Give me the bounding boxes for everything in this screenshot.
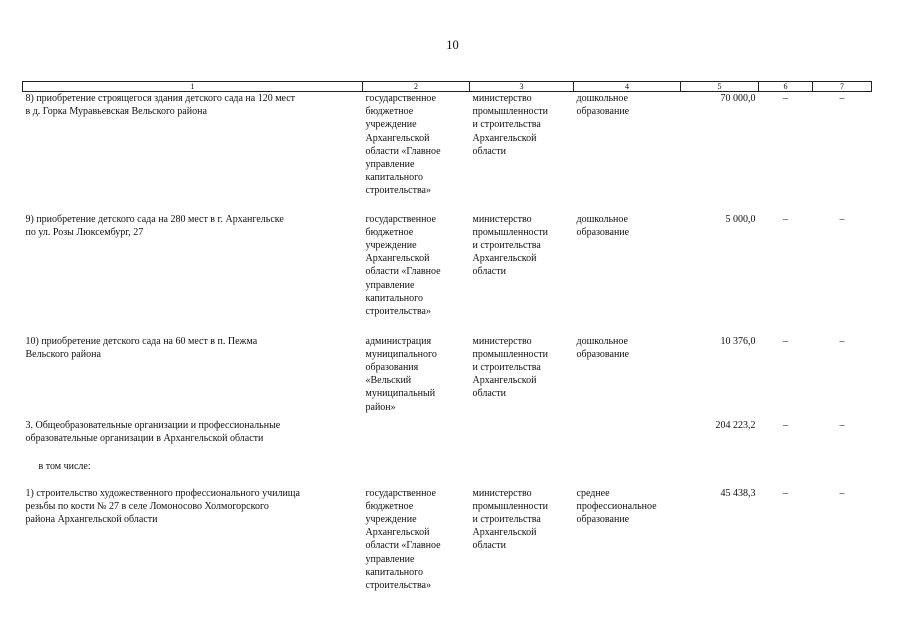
column-number-header: [23, 82, 872, 92]
category-cell: [574, 460, 681, 487]
amount-cell: 5 000,0: [725, 213, 756, 225]
object-name-cell: 9) приобретение детского сада на 280 мест в г. Архангельске по ул. Розы Люксембург, 27: [25, 213, 284, 238]
amount-cell: [681, 460, 759, 487]
customer-cell: государственное бюджетное учреждение Архангельской области «Главное управление капитального строительства»: [365, 93, 441, 197]
customer-cell: государственное бюджетное учреждение Архангельской области «Главное управление капитального строительства»: [365, 487, 441, 591]
ministry-cell: министерство промышленности и строительства Архангельской области: [472, 93, 548, 157]
ministry-cell: [470, 460, 574, 487]
column-number-4: 4: [574, 82, 681, 92]
column-number-6: 6: [759, 82, 813, 92]
col7-cell: [813, 460, 872, 487]
column-number-7: 7: [813, 82, 872, 92]
amount-cell: 45 438,3: [720, 487, 756, 499]
category-cell: дошкольное образование: [576, 335, 630, 360]
col7-cell: –: [839, 487, 845, 499]
table-row: [23, 335, 872, 419]
object-name-cell: 10) приобретение детского сада на 60 мест в п. Пежма Вельского района: [25, 335, 258, 360]
col7-cell: –: [839, 419, 845, 431]
category-cell: дошкольное образование: [576, 93, 630, 118]
col6-cell: –: [783, 213, 788, 225]
amount-cell: 10 376,0: [720, 335, 756, 347]
object-name-cell: 1) строительство художественного профессионального училища резьбы по кости № 27 в селе Ломоносово Холмогорского района Архангельской области: [25, 487, 300, 525]
subheading-row: [23, 460, 872, 487]
customer-cell: [363, 460, 470, 487]
col6-cell: –: [783, 419, 788, 431]
col6-cell: –: [783, 487, 788, 499]
col6-cell: –: [783, 93, 788, 104]
ministry-cell: министерство промышленности и строительства Архангельской области: [472, 335, 548, 400]
column-number-1: 1: [23, 82, 363, 92]
column-number-2: 2: [363, 82, 470, 92]
category-cell: [574, 419, 681, 460]
column-number-5: 5: [681, 82, 759, 92]
ministry-cell: министерство промышленности и строительства Архангельской области: [472, 487, 548, 552]
amount-cell: 204 223,2: [715, 419, 756, 431]
page-number: 10: [446, 38, 459, 52]
column-number-3: 3: [470, 82, 574, 92]
investment-table: [22, 81, 872, 597]
col7-cell: –: [839, 213, 845, 225]
col6-cell: –: [783, 335, 788, 347]
amount-cell: 70 000,0: [720, 93, 756, 104]
ministry-cell: министерство промышленности и строительства Архангельской области: [472, 213, 548, 278]
table-row: [23, 213, 872, 335]
col6-cell: [759, 460, 813, 487]
ministry-cell: [470, 419, 574, 460]
customer-cell: [363, 419, 470, 460]
customer-cell: государственное бюджетное учреждение Архангельской области «Главное управление капитального строительства»: [365, 213, 441, 317]
subheading-cell: в том числе:: [38, 460, 91, 472]
col7-cell: –: [839, 335, 845, 347]
table-row: [23, 92, 872, 213]
object-name-cell: 8) приобретение строящегося здания детского сада на 120 мест в д. Горка Муравьевская Вельского района: [25, 93, 296, 118]
category-cell: среднее профессиональное образование: [576, 487, 657, 525]
table-row: [23, 487, 872, 597]
section-title-cell: 3. Общеобразовательные организации и профессиональные образовательные организации в Архангельской области: [25, 419, 281, 444]
category-cell: дошкольное образование: [576, 213, 630, 238]
section-row: [23, 419, 872, 460]
col7-cell: –: [839, 93, 845, 104]
customer-cell: администрация муниципального образования «Вельский муниципальный район»: [365, 335, 437, 413]
